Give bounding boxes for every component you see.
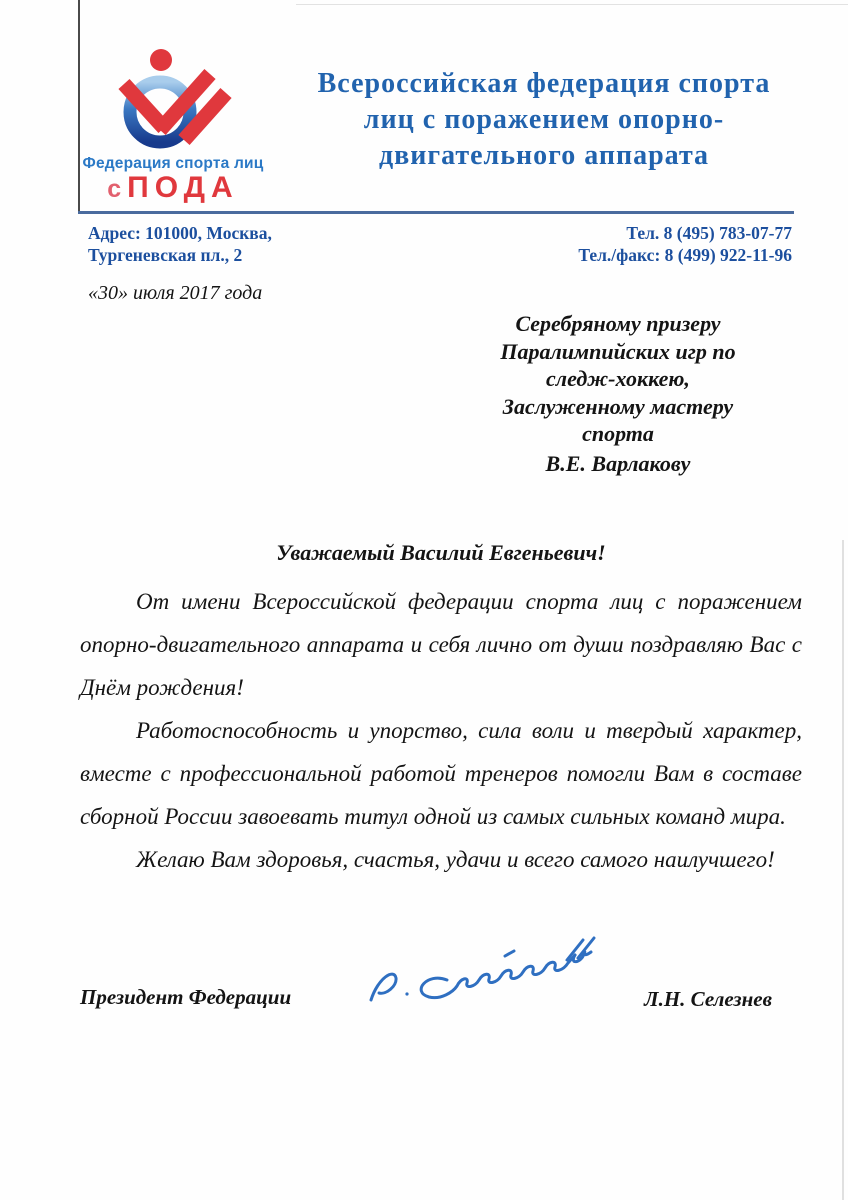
organization-title	[286, 66, 802, 174]
phone-line: Тел./факс: 8 (499) 922-11-96	[578, 245, 792, 265]
address-line: Адрес: 101000, Москва,	[88, 223, 272, 243]
phone-block	[578, 222, 792, 266]
salutation: Уважаемый Василий Евгеньевич!	[276, 540, 606, 565]
scan-edge-line	[842, 540, 844, 1200]
logo-acronym-prefix: с	[107, 175, 128, 203]
letterhead-horizontal-rule	[78, 211, 794, 214]
federation-logo-icon	[106, 46, 238, 160]
logo-acronym	[80, 171, 266, 205]
body-paragraph: Желаю Вам здоровья, счастья, удачи и всего самого наилучшего!	[136, 847, 775, 872]
recipient-line: спорта	[582, 421, 654, 446]
address-line: Тургеневская пл., 2	[88, 245, 243, 265]
phone-line: Тел. 8 (495) 783-07-77	[626, 223, 792, 243]
recipient-line: Паралимпийских игр по	[500, 338, 736, 364]
organization-title-line: двигательного аппарата	[378, 140, 710, 171]
logo-acronym-main: ПОДА	[127, 171, 239, 204]
letter-body	[80, 580, 802, 881]
recipient-name: В.Е. Варлакову	[545, 451, 691, 476]
signer-position-title: Президент Федерации	[80, 985, 292, 1009]
scan-artifact-line	[296, 4, 848, 5]
letter-date: «30» июля 2017 года	[88, 282, 263, 304]
recipient-line: Заслуженному мастеру	[502, 393, 734, 419]
organization-title-line: лиц с поражением опорно-	[363, 104, 725, 135]
logo-caption: Федерация спорта лиц	[82, 155, 264, 172]
address-block	[88, 222, 272, 266]
recipient-line: следж-хоккею,	[546, 366, 690, 391]
recipient-block	[436, 310, 800, 448]
organization-title-line: Всероссийская федерация спорта	[317, 68, 771, 99]
body-paragraph: От имени Всероссийской федерации спорта лиц с поражением опорно-двигательного аппарата и себя лично от души поздравляю Вас с Днём рождения!	[80, 589, 802, 700]
recipient-line: Серебряному призеру	[515, 311, 721, 336]
body-paragraph: Работоспособность и упорство, сила воли и твердый характер, вместе с профессиональной работой тренеров помогли Вам в составе сборной России завоевать титул одной из самых сильных команд мира.	[80, 718, 802, 829]
signer-name: Л.Н. Селезнев	[644, 987, 772, 1011]
